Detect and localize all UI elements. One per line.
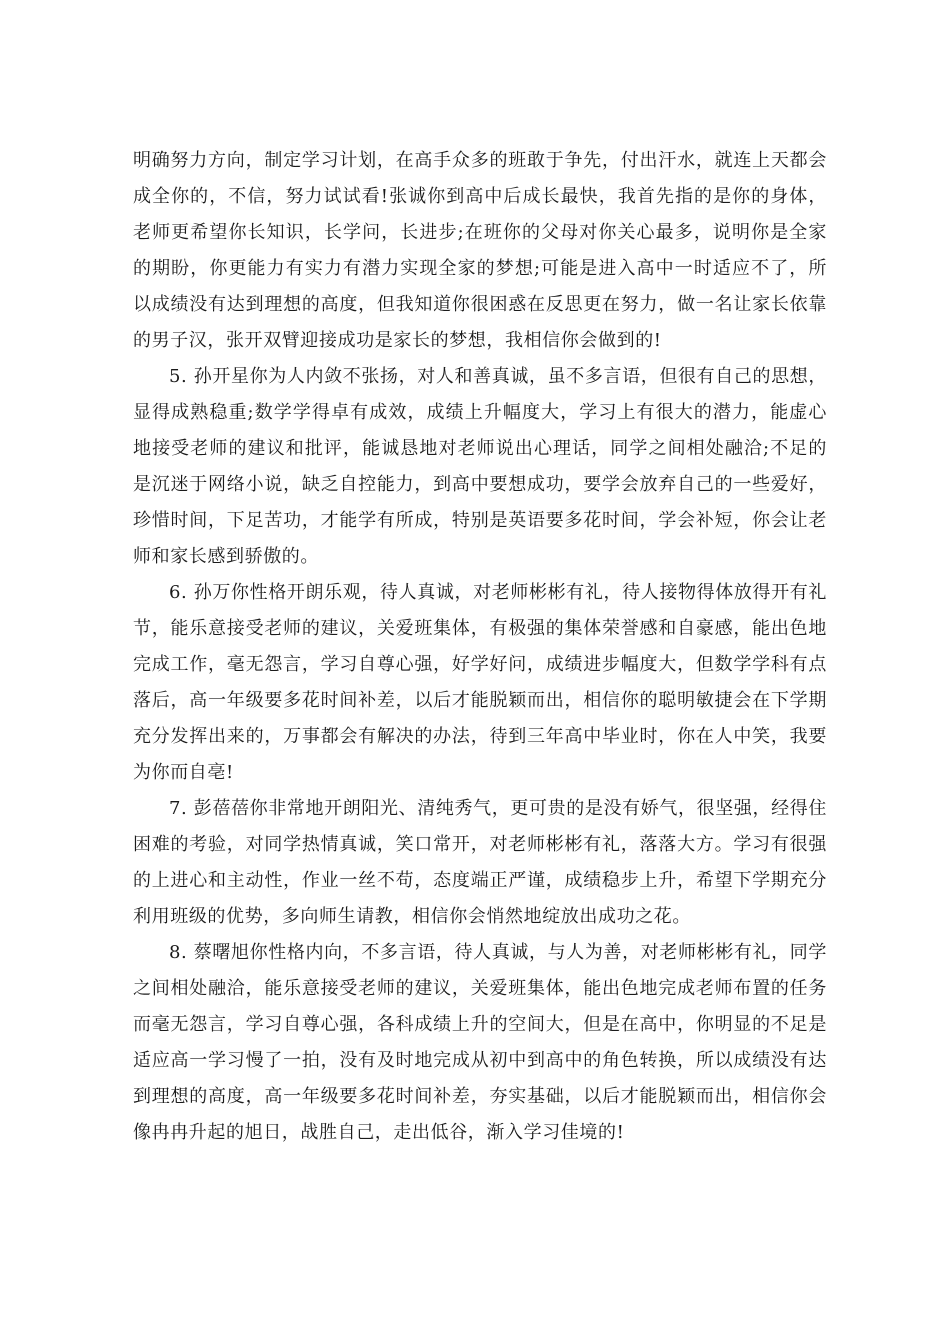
document-page [133,143,827,1151]
paragraph-item-6: 6. 孙万你性格开朗乐观，待人真诚，对老师彬彬有礼，待人接物得体放得开有礼节，能乐意接受老师的建议，关爱班集体，有极强的集体荣誉感和自豪感，能出色地完成工作，毫无怨言，学习自尊心强，好学好问，成绩进步幅度大，但数学学科有点落后，高一年级要多花时间补差，以后才能脱颖而出，相信你的聪明敏捷会在下学期充分发挥出来的，万事都会有解决的办法，待到三年高中毕业时，你在人中笑，我要为你而自亳! [133,582,827,783]
paragraph-continuation: 明确努力方向，制定学习计划，在高手众多的班敢于争先，付出汗水，就连上天都会成全你的，不信，努力试试看!张诚你到高中后成长最快，我首先指的是你的身体，老师更希望你长知识，长学问，长进步;在班你的父母对你关心最多，说明你是全家的期盼，你更能力有实力有潜力实现全家的梦想;可能是进入高中一时适应不了，所以成绩没有达到理想的高度，但我知道你很困惑在反思更在努力，做一名让家长依靠的男子汉，张开双臂迎接成功是家长的梦想，我相信你会做到的! [133,150,827,351]
paragraph-item-7: 7. 彭蓓蓓你非常地开朗阳光、清纯秀气，更可贵的是没有娇气，很坚强，经得住困难的考验，对同学热情真诚，笑口常开，对老师彬彬有礼，落落大方。学习有很强的上进心和主动性，作业一丝不苟，态度端正严谨，成绩稳步上升，希望下学期充分利用班级的优势，多向师生请教，相信你会悄然地绽放出成功之花。 [133,798,827,927]
paragraph-item-5: 5. 孙开星你为人内敛不张扬，对人和善真诚，虽不多言语，但很有自己的思想，显得成熟稳重;数学学得卓有成效，成绩上升幅度大，学习上有很大的潜力，能虚心地接受老师的建议和批评，能诚恳地对老师说出心理话，同学之间相处融洽;不足的是沉迷于网络小说，缺乏自控能力，到高中要想成功，要学会放弃自己的一些爱好，珍惜时间，下足苦功，才能学有所成，特别是英语要多花时间，学会补短，你会让老师和家长感到骄傲的。 [133,366,827,567]
paragraph-item-8: 8. 蔡曙旭你性格内向，不多言语，待人真诚，与人为善，对老师彬彬有礼，同学之间相处融洽，能乐意接受老师的建议，关爱班集体，能出色地完成老师布置的任务而毫无怨言，学习自尊心强，各科成绩上升的空间大，但是在高中，你明显的不足是适应高一学习慢了一拍，没有及时地完成从初中到高中的角色转换，所以成绩没有达到理想的高度，高一年级要多花时间补差，夯实基础，以后才能脱颖而出，相信你会像冉冉升起的旭日，战胜自己，走出低谷，渐入学习佳境的! [133,942,827,1143]
